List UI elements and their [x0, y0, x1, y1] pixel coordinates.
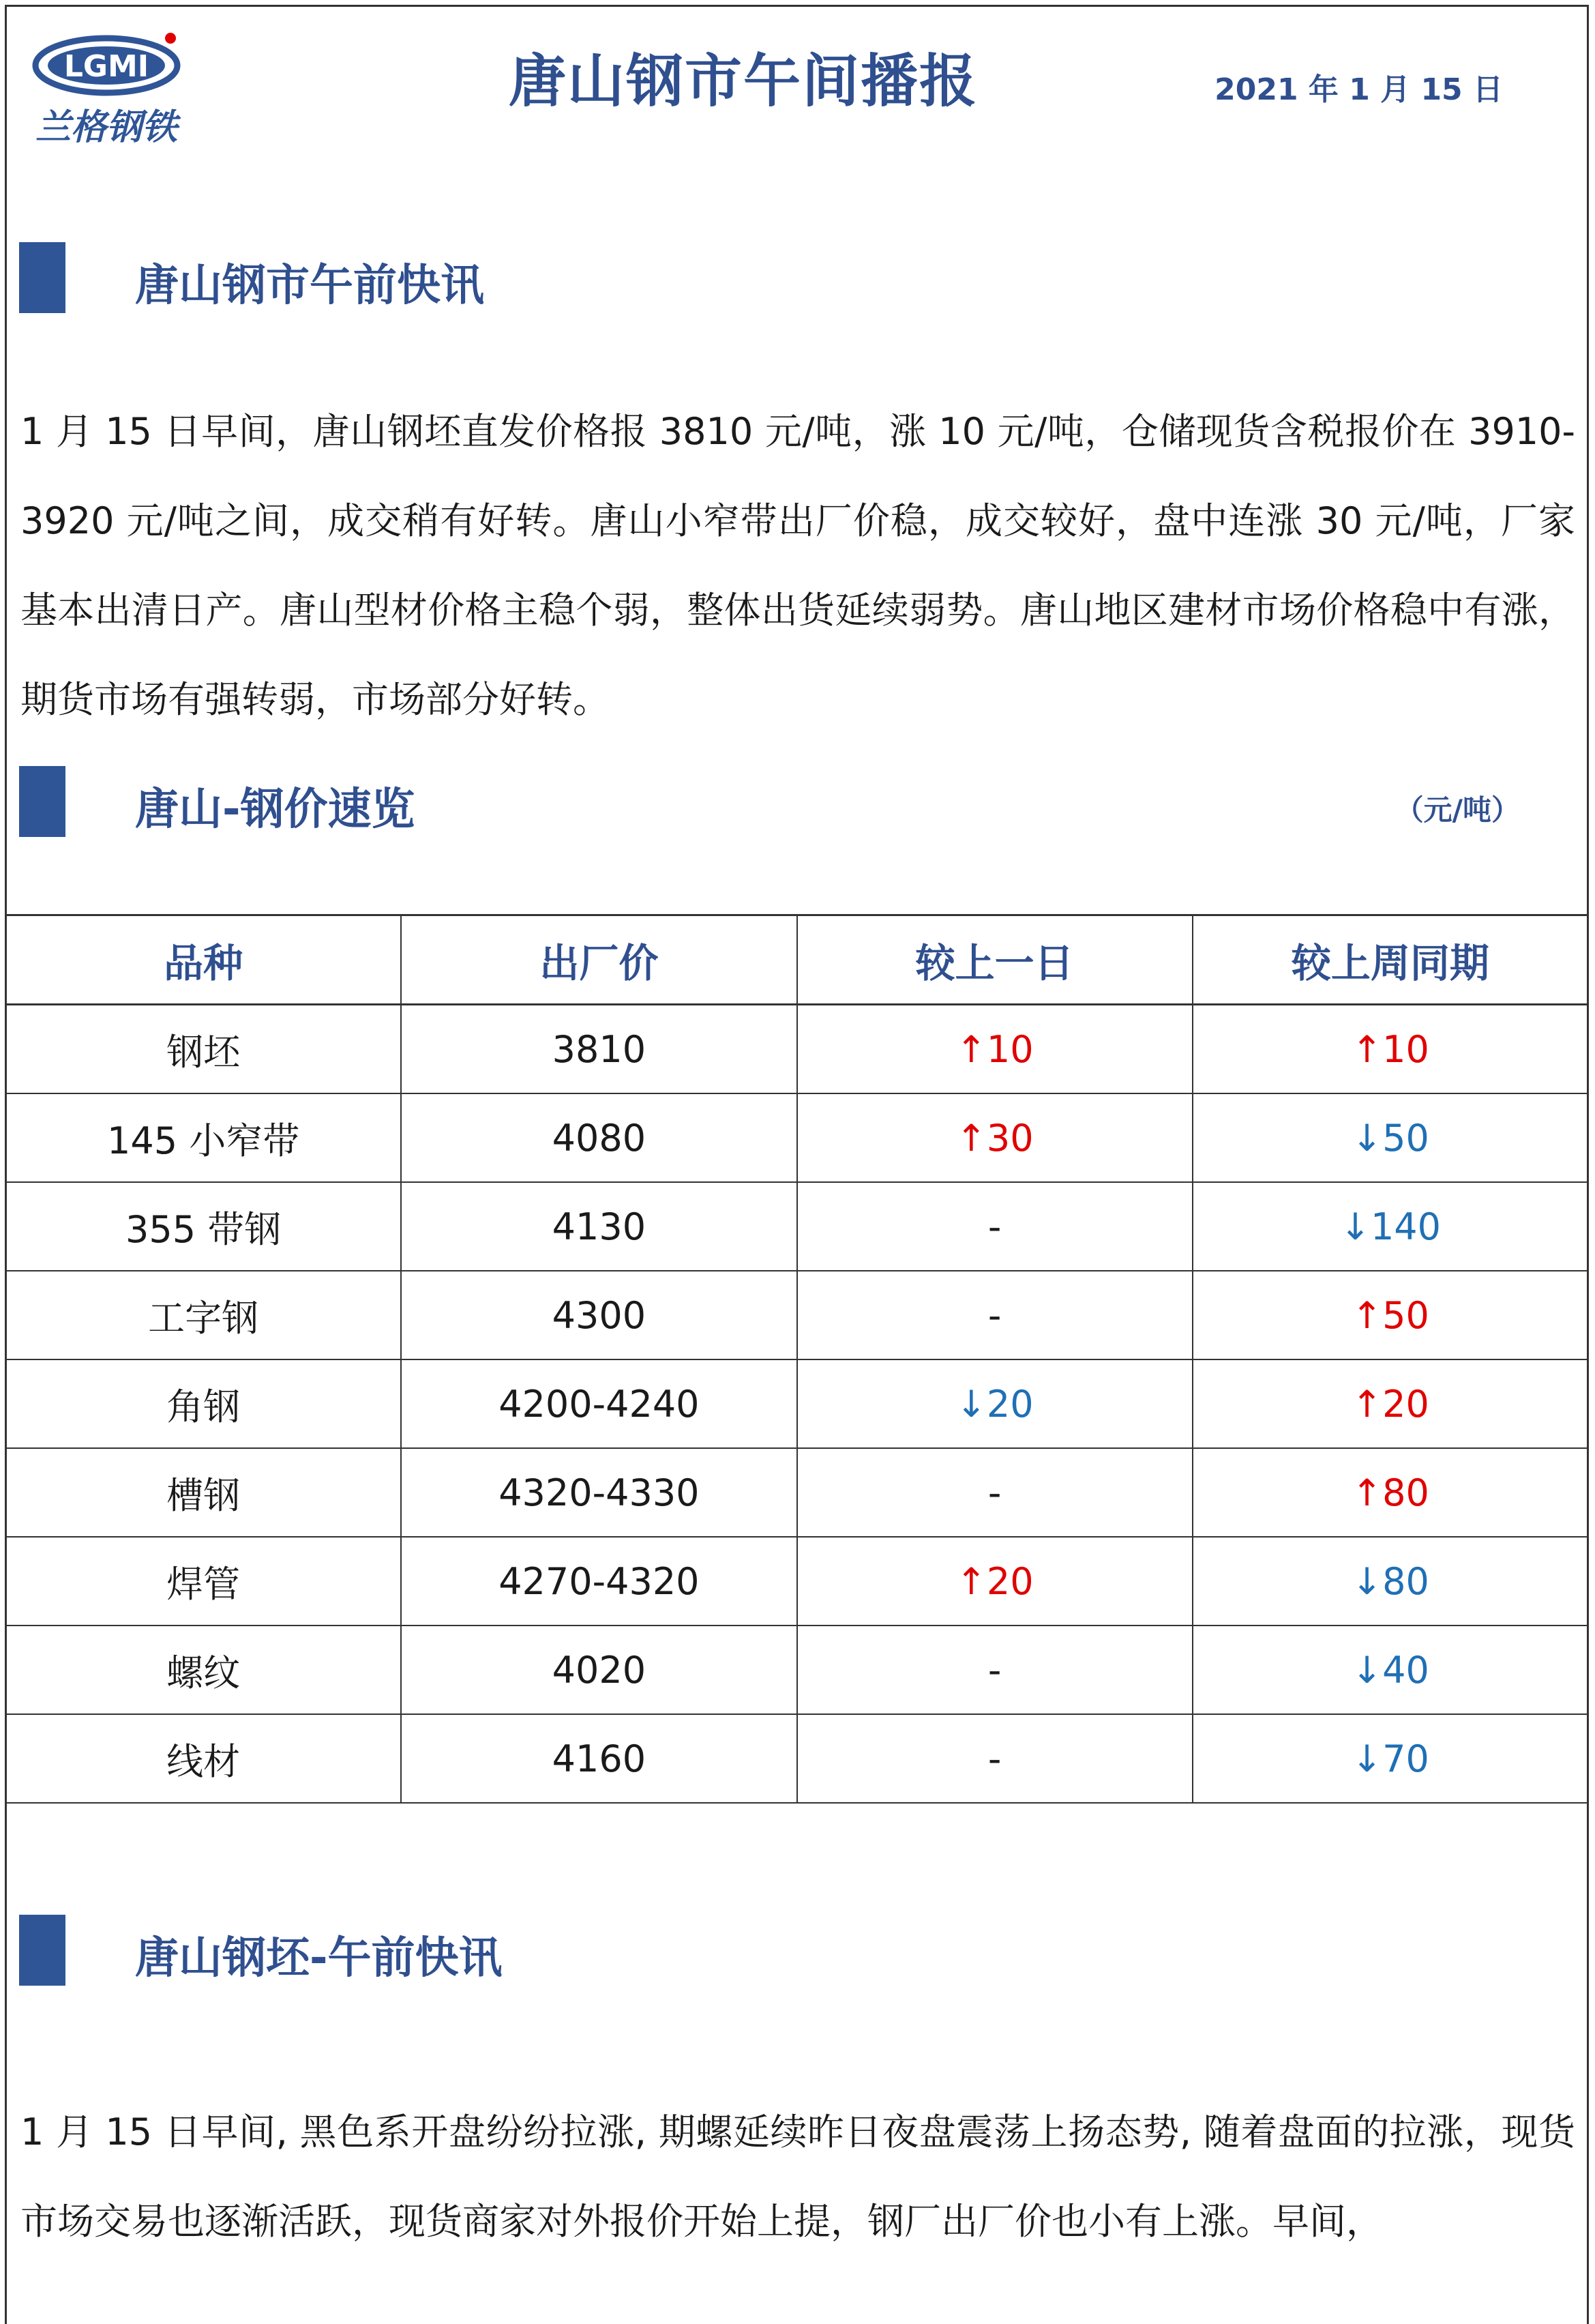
- price-cell: 4300: [401, 1271, 796, 1359]
- price-table-body: [5, 1005, 1588, 1804]
- logo-mark: LGMI: [63, 49, 149, 84]
- day-change-cell: ↑30: [797, 1093, 1193, 1182]
- unit-label: （元/吨）: [1395, 793, 1520, 827]
- table-row: [5, 1271, 1588, 1359]
- price-cell: 4320-4330: [401, 1448, 796, 1537]
- document-title: 唐山钢市午间播报: [508, 48, 978, 115]
- section-title: 唐山钢市午前快讯: [135, 261, 484, 311]
- section-title: 唐山-钢价速览: [135, 784, 415, 835]
- price-cell: 4270-4320: [401, 1537, 796, 1626]
- header-price: 出厂价: [401, 915, 796, 1005]
- price-table: [5, 914, 1589, 1804]
- table-row: [5, 1714, 1588, 1803]
- product-cell: 角钢: [5, 1359, 401, 1448]
- logo-cn-text: 兰格钢铁: [35, 106, 178, 148]
- table-row: [5, 1626, 1588, 1714]
- day-change-cell: -: [797, 1448, 1193, 1537]
- day-change-cell: -: [797, 1714, 1193, 1803]
- product-cell: 焊管: [5, 1537, 401, 1626]
- table-row: [5, 1537, 1588, 1626]
- day-change-cell: ↑20: [797, 1537, 1193, 1626]
- section3-paragraph: 1 月 15 日早间, 黑色系开盘纷纷拉涨, 期螺延续昨日夜盘震荡上扬态势, 随着盘面的拉涨，现货市场交易也逐渐活跃，现货商家对外报价开始上提，钢厂出厂价也小有上涨。早间，: [20, 2110, 1575, 2243]
- product-cell: 355 带钢: [5, 1182, 401, 1271]
- table-row: [5, 1005, 1588, 1094]
- week-change-cell: ↓40: [1193, 1626, 1588, 1714]
- section-bar: [19, 766, 65, 837]
- week-change-cell: ↓140: [1193, 1182, 1588, 1271]
- section-bar: [19, 242, 65, 313]
- day-change-cell: -: [797, 1271, 1193, 1359]
- price-cell: 4130: [401, 1182, 796, 1271]
- week-change-cell: ↓50: [1193, 1093, 1588, 1182]
- week-change-cell: ↑20: [1193, 1359, 1588, 1448]
- table-header-row: [5, 915, 1588, 1005]
- day-change-cell: ↓20: [797, 1359, 1193, 1448]
- table-row: [5, 1093, 1588, 1182]
- header-week-change: 较上周同期: [1193, 915, 1588, 1005]
- product-cell: 槽钢: [5, 1448, 401, 1537]
- header-product: 品种: [5, 915, 401, 1005]
- document-date: 2021 年 1 月 15 日: [1214, 72, 1503, 107]
- product-cell: 线材: [5, 1714, 401, 1803]
- day-change-cell: -: [797, 1182, 1193, 1271]
- price-cell: 4020: [401, 1626, 796, 1714]
- product-cell: 钢坯: [5, 1005, 401, 1094]
- day-change-cell: -: [797, 1626, 1193, 1714]
- week-change-cell: ↑50: [1193, 1271, 1588, 1359]
- table-row: [5, 1448, 1588, 1537]
- section1-paragraph: 1 月 15 日早间，唐山钢坯直发价格报 3810 元/吨，涨 10 元/吨，仓储现货含税报价在 3910-3920 元/吨之间，成交稍有好转。唐山小窄带出厂价稳，成交较好，盘中连涨 30 元/吨，厂家基本出清日产。唐山型材价格主稳个弱，整体出货延续弱势。唐山地区建材市场价格稳中有涨，期货市场有强转弱，市场部分好转。: [20, 410, 1575, 721]
- price-cell: 4080: [401, 1093, 796, 1182]
- price-cell: 4160: [401, 1714, 796, 1803]
- product-cell: 螺纹: [5, 1626, 401, 1714]
- week-change-cell: ↓70: [1193, 1714, 1588, 1803]
- price-cell: 4200-4240: [401, 1359, 796, 1448]
- table-row: [5, 1359, 1588, 1448]
- product-cell: 工字钢: [5, 1271, 401, 1359]
- week-change-cell: ↑10: [1193, 1005, 1588, 1094]
- section-bar: [19, 1915, 65, 1986]
- price-cell: 3810: [401, 1005, 796, 1094]
- week-change-cell: ↑80: [1193, 1448, 1588, 1537]
- product-cell: 145 小窄带: [5, 1093, 401, 1182]
- section-title: 唐山钢坯-午前快讯: [135, 1933, 503, 1984]
- day-change-cell: ↑10: [797, 1005, 1193, 1094]
- week-change-cell: ↓80: [1193, 1537, 1588, 1626]
- table-row: [5, 1182, 1588, 1271]
- header-day-change: 较上一日: [797, 915, 1193, 1005]
